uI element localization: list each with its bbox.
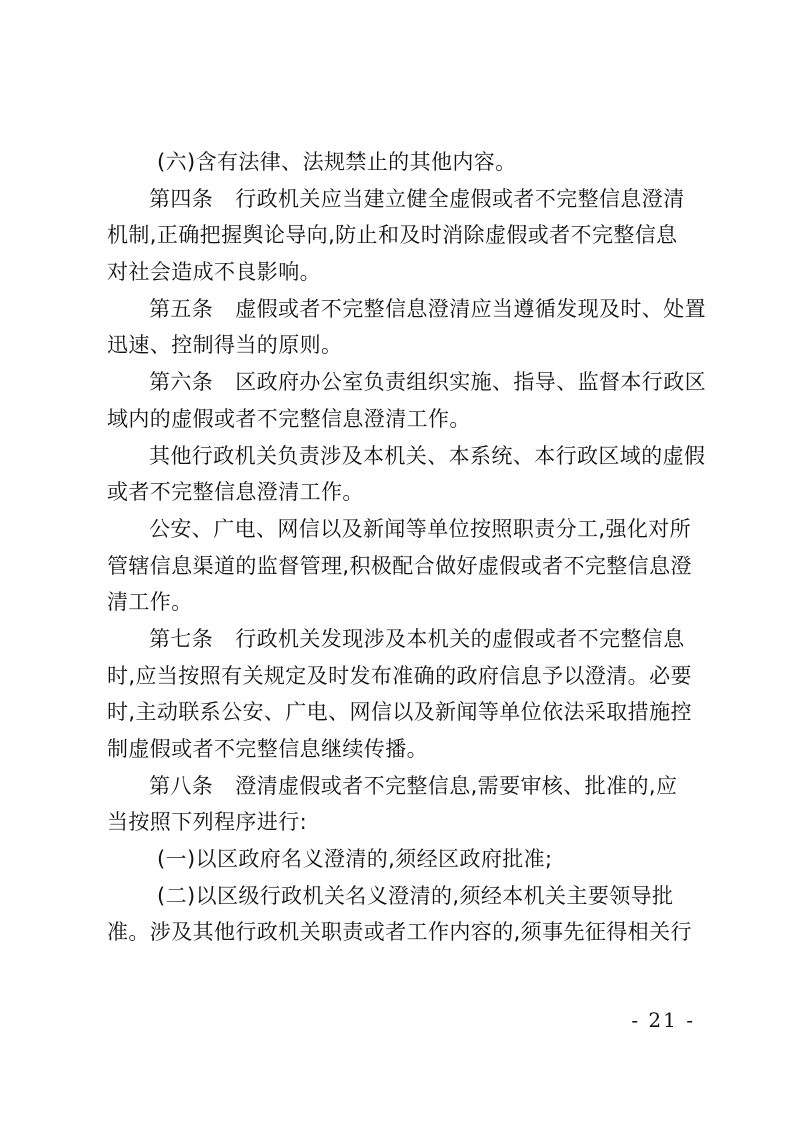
text-line xyxy=(107,291,707,328)
text-line: 清工作。 xyxy=(107,590,193,615)
article-number: 第六条 xyxy=(149,370,214,395)
text-line: (一)以区政府名义澄清的,须经区政府批准; xyxy=(157,847,553,872)
text-line xyxy=(107,768,697,805)
article-6 xyxy=(107,364,707,437)
text-line: 公安、广电、网信以及新闻等单位按照职责分工,强化对所 xyxy=(149,516,692,541)
text-line: 域内的虚假或者不完整信息澄清工作。 xyxy=(107,406,471,431)
text-line: 时,主动联系公安、广电、网信以及新闻等单位依法采取措施控 xyxy=(107,700,692,725)
document-body xyxy=(107,144,707,951)
article-4 xyxy=(107,181,697,291)
article-number: 第五条 xyxy=(149,296,214,321)
paragraph-item-6 xyxy=(107,144,697,181)
text-line: 管辖信息渠道的监督管理,积极配合做好虚假或者不完整信息澄 xyxy=(107,553,692,578)
article-number: 第四条 xyxy=(149,186,214,211)
paragraph-public-security xyxy=(107,511,697,621)
page-number: - 21 - xyxy=(631,1008,695,1032)
paragraph-other-agencies xyxy=(107,438,706,511)
text-line: (二)以区级行政机关名义澄清的,须经本机关主要领导批 xyxy=(157,883,674,908)
text-line xyxy=(107,621,697,658)
text-line xyxy=(107,181,697,218)
list-item-2 xyxy=(107,878,697,951)
text-line: 时,应当按照有关规定及时发布准确的政府信息予以澄清。必要 xyxy=(107,663,692,688)
text-line: 机制,正确把握舆论导向,防止和及时消除虚假或者不完整信息 xyxy=(107,223,678,248)
list-item-1 xyxy=(107,841,697,878)
article-text: 行政机关发现涉及本机关的虚假或者不完整信息 xyxy=(235,626,685,651)
article-number: 第七条 xyxy=(149,626,214,651)
article-text: 澄清虚假或者不完整信息,需要审核、批准的,应 xyxy=(235,773,678,798)
text-line: 对社会造成不良影响。 xyxy=(107,260,321,285)
text-line: 准。涉及其他行政机关职责或者工作内容的,须事先征得相关行 xyxy=(107,920,692,945)
article-8 xyxy=(107,768,697,841)
text-line: 当按照下列程序进行: xyxy=(107,810,308,835)
article-5 xyxy=(107,291,707,364)
text-line: 其他行政机关负责涉及本机关、本系统、本行政区域的虚假 xyxy=(149,443,706,468)
article-number: 第八条 xyxy=(149,773,214,798)
text-line xyxy=(107,364,707,401)
text-line: 制虚假或者不完整信息继续传播。 xyxy=(107,737,428,761)
article-text: 虚假或者不完整信息澄清应当遵循发现及时、处置 xyxy=(235,296,707,321)
text-line: 或者不完整信息澄清工作。 xyxy=(107,480,364,505)
text-line: (六)含有法律、法规禁止的其他内容。 xyxy=(157,150,517,174)
text-line: 迅速、控制得当的原则。 xyxy=(107,333,343,358)
article-text: 行政机关应当建立健全虚假或者不完整信息澄清 xyxy=(235,186,685,211)
article-text: 区政府办公室负责组织实施、指导、监督本行政区 xyxy=(235,370,707,395)
article-7 xyxy=(107,621,697,768)
